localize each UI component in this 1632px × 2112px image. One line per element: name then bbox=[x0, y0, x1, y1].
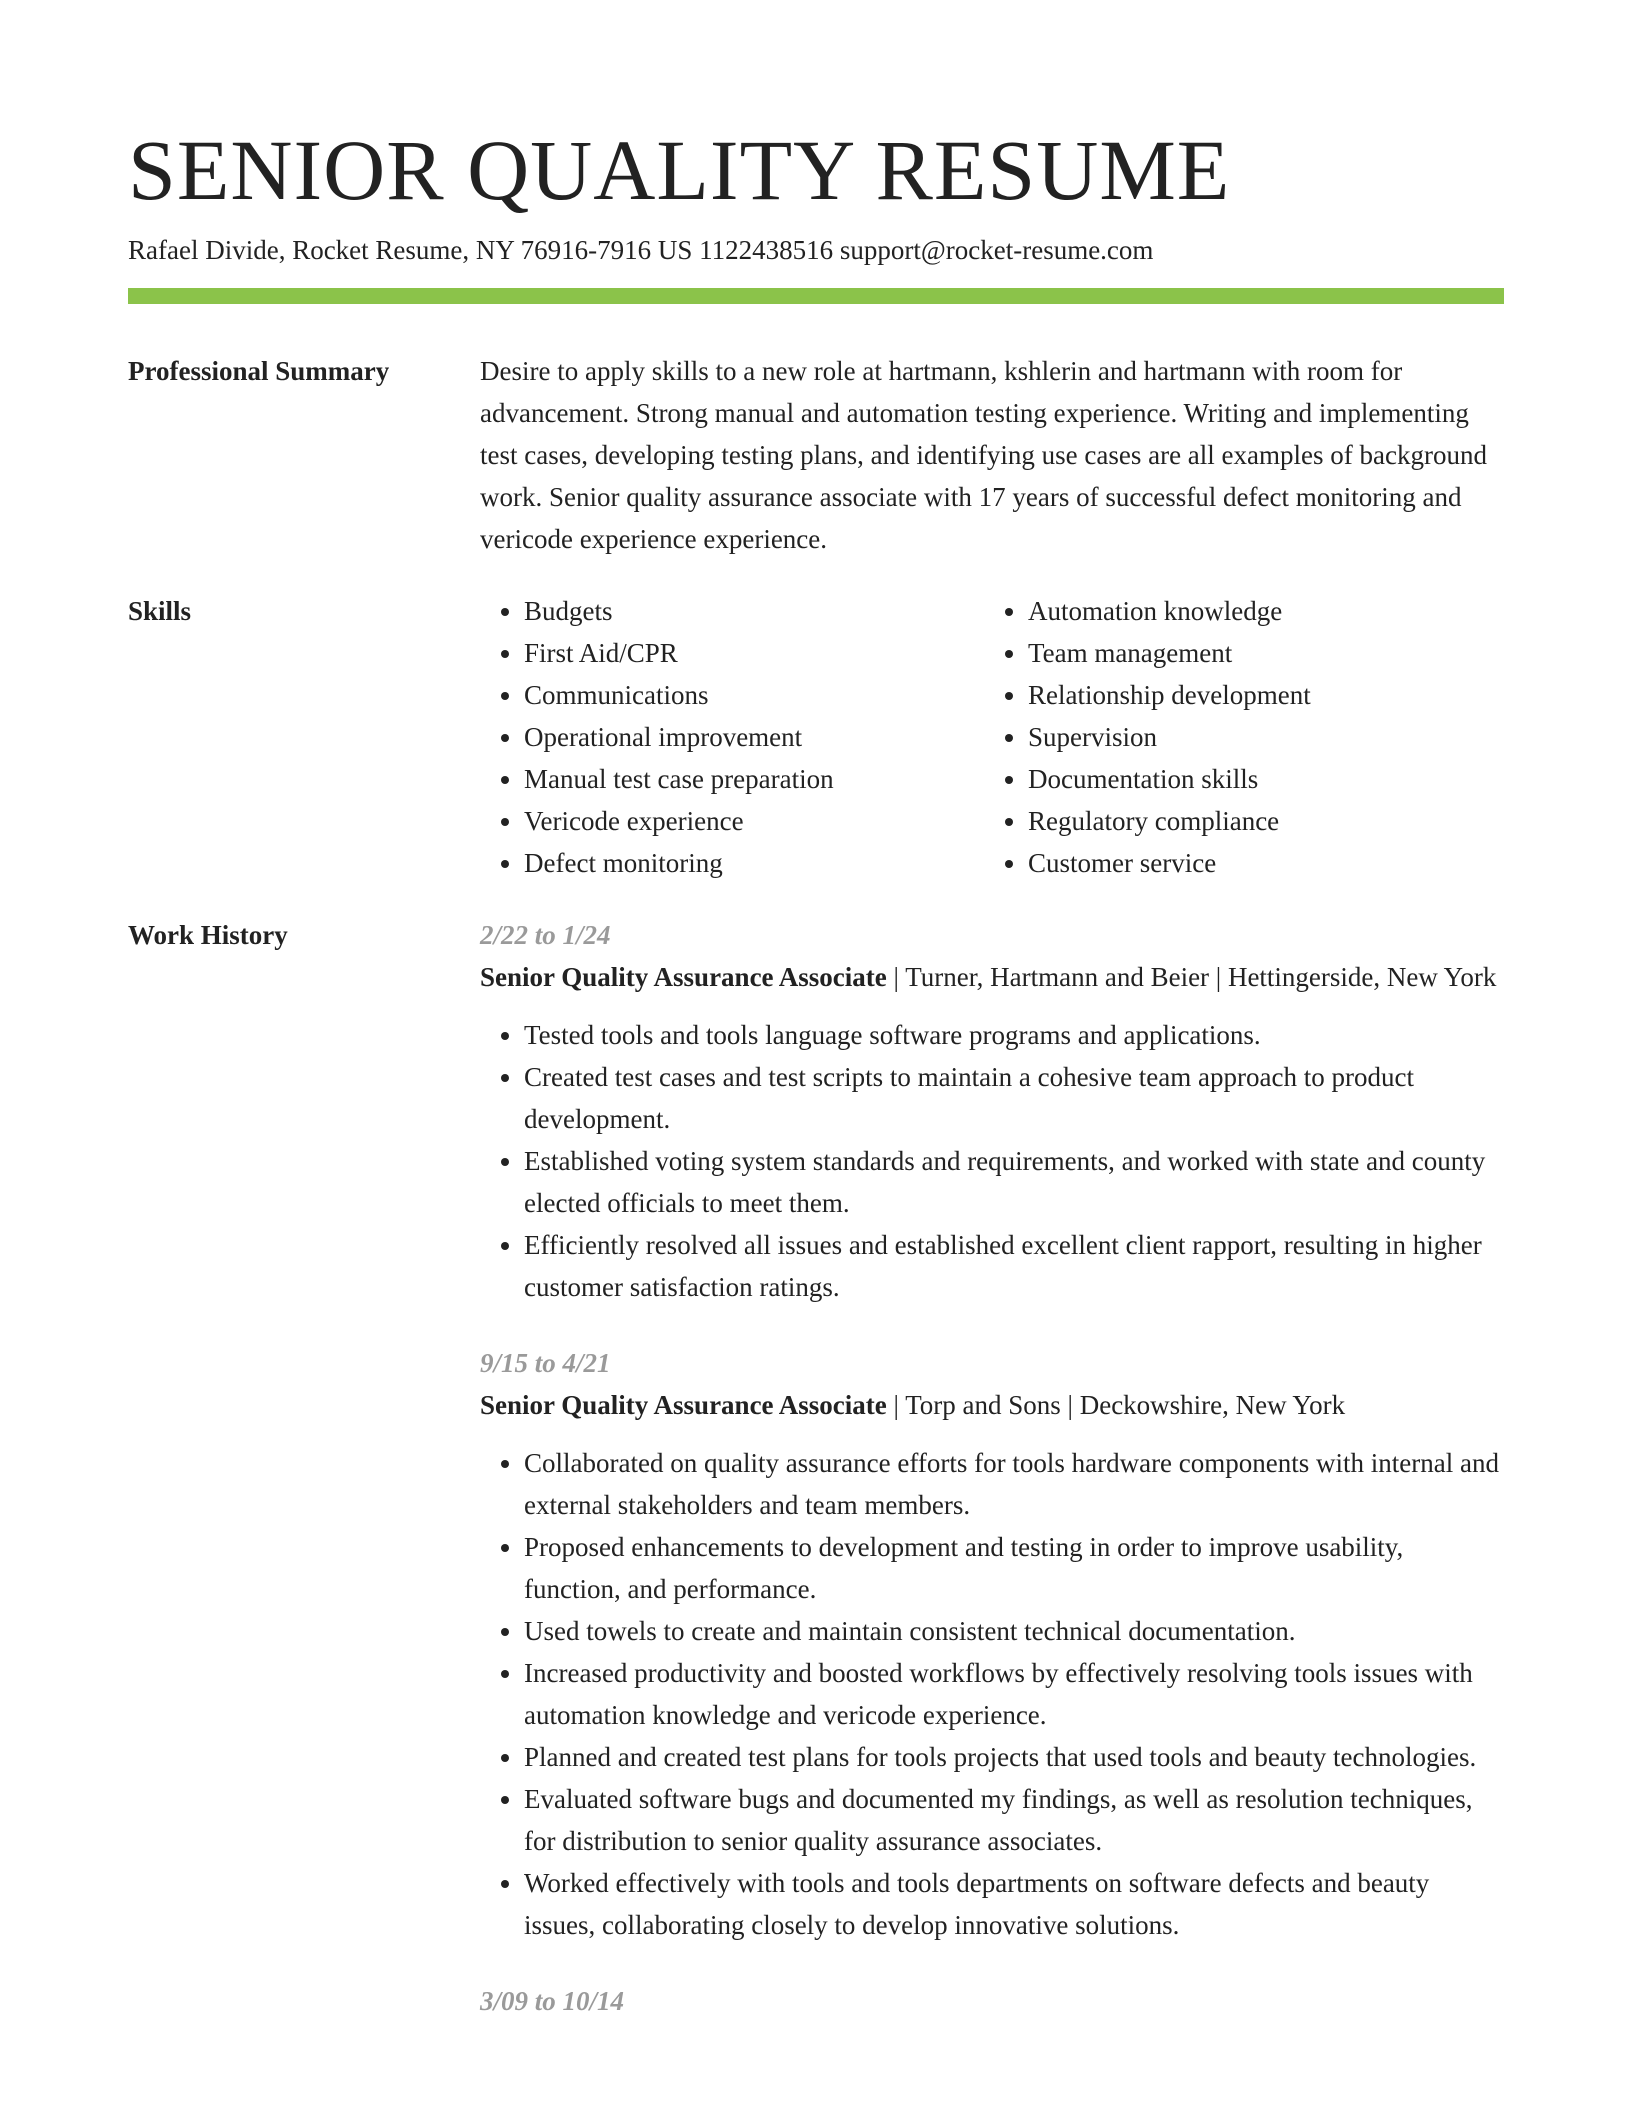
job-bullet: • Collaborated on quality assurance efforts for tools hardware components with internal and external stakeholders and team members. bbox=[524, 1442, 1504, 1526]
job-bullet: • Established voting system standards and requirements, and worked with state and county elected officials to meet them. bbox=[524, 1140, 1504, 1224]
skills-section bbox=[128, 590, 1504, 884]
summary-text: Desire to apply skills to a new role at hartmann, kshlerin and hartmann with room for advancement. Strong manual and automation testing experience. Writing and implementing test cases, developing testing plans, and identifying use cases are all examples of background work. Senior quality assurance associate with 17 years of successful defect monitoring and vericode experience experience. bbox=[480, 356, 1487, 554]
skill-item: • Budgets bbox=[524, 590, 984, 632]
skill-item: • First Aid/CPR bbox=[524, 632, 984, 674]
job-bullet: • Proposed enhancements to development and testing in order to improve usability, function, and performance. bbox=[524, 1526, 1504, 1610]
job-entry bbox=[480, 1980, 1504, 2022]
job-bullet: • Worked effectively with tools and tools departments on software defects and beauty issues, collaborating closely to develop innovative solutions. bbox=[524, 1862, 1504, 1946]
job-dates: 9/15 to 4/21 bbox=[480, 1348, 611, 1378]
job-bullet: • Evaluated software bugs and documented my findings, as well as resolution techniques, for distribution to senior quality assurance associates. bbox=[524, 1778, 1504, 1862]
job-bullet: • Created test cases and test scripts to maintain a cohesive team approach to product development. bbox=[524, 1056, 1504, 1140]
skill-item: • Operational improvement bbox=[524, 716, 984, 758]
job-bullet: • Tested tools and tools language software programs and applications. bbox=[524, 1014, 1504, 1056]
skills-grid bbox=[480, 590, 1504, 884]
skills-label: Skills bbox=[128, 596, 192, 626]
skill-item: • Defect monitoring bbox=[524, 842, 984, 884]
skill-item: • Manual test case preparation bbox=[524, 758, 984, 800]
job-header bbox=[480, 956, 1504, 998]
job-title: Senior Quality Assurance Associate bbox=[480, 962, 887, 992]
work-history-section bbox=[128, 914, 1504, 2056]
skill-item: • Team management bbox=[1028, 632, 1488, 674]
header-divider bbox=[128, 288, 1504, 304]
job-details: | Turner, Hartmann and Beier | Hettingerside, New York bbox=[886, 962, 1497, 992]
job-entry bbox=[480, 1342, 1504, 1946]
work-history-label: Work History bbox=[128, 920, 288, 950]
skills-body bbox=[480, 590, 1504, 884]
job-bullet: • Planned and created test plans for tools projects that used tools and beauty technologies. bbox=[524, 1736, 1504, 1778]
skills-list-left bbox=[480, 590, 984, 884]
resume-page bbox=[128, 118, 1504, 2056]
skill-item: • Supervision bbox=[1028, 716, 1488, 758]
job-bullet: • Increased productivity and boosted workflows by effectively resolving tools issues with automation knowledge and vericode experience. bbox=[524, 1652, 1504, 1736]
skill-item: • Relationship development bbox=[1028, 674, 1488, 716]
skill-item: • Documentation skills bbox=[1028, 758, 1488, 800]
job-bullets bbox=[480, 1014, 1504, 1308]
summary-label: Professional Summary bbox=[128, 356, 390, 386]
job-details: | Torp and Sons | Deckowshire, New York bbox=[886, 1390, 1346, 1420]
skills-list-right bbox=[984, 590, 1488, 884]
skill-item: • Communications bbox=[524, 674, 984, 716]
contact-line: Rafael Divide, Rocket Resume, NY 76916-7916 US 1122438516 support@rocket-resume.com bbox=[128, 235, 1154, 265]
job-title: Senior Quality Assurance Associate bbox=[480, 1390, 887, 1420]
skill-item: • Customer service bbox=[1028, 842, 1488, 884]
resume-title: SENIOR QUALITY RESUME bbox=[128, 122, 1231, 218]
job-bullets bbox=[480, 1442, 1504, 1946]
skill-item: • Automation knowledge bbox=[1028, 590, 1488, 632]
job-dates: 2/22 to 1/24 bbox=[480, 920, 611, 950]
job-bullet: • Efficiently resolved all issues and established excellent client rapport, resulting in higher customer satisfaction ratings. bbox=[524, 1224, 1504, 1308]
skill-item: • Regulatory compliance bbox=[1028, 800, 1488, 842]
summary-section bbox=[128, 350, 1504, 560]
summary-body bbox=[480, 350, 1504, 560]
skill-item: • Vericode experience bbox=[524, 800, 984, 842]
work-history-body bbox=[480, 914, 1504, 2056]
job-bullet: • Used towels to create and maintain consistent technical documentation. bbox=[524, 1610, 1504, 1652]
job-entry bbox=[480, 914, 1504, 1308]
job-dates: 3/09 to 10/14 bbox=[480, 1986, 625, 2016]
job-header bbox=[480, 1384, 1504, 1426]
